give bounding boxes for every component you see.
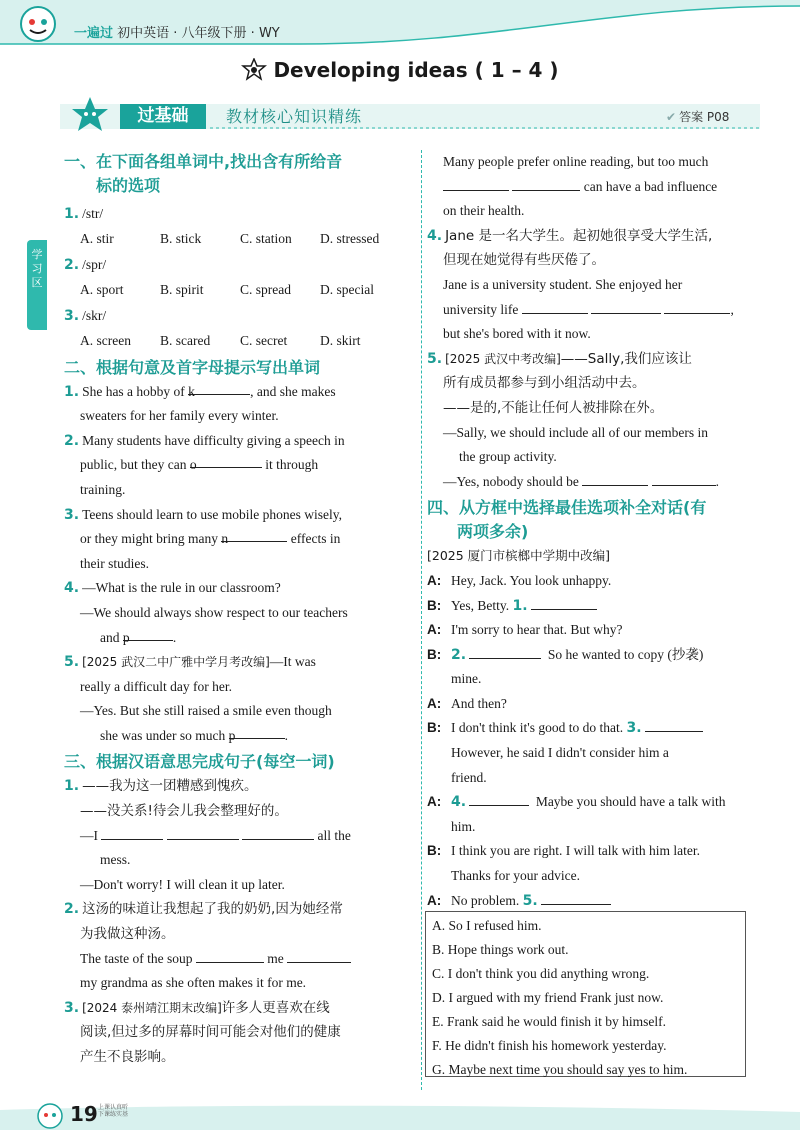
- answer-blank[interactable]: [189, 453, 262, 473]
- question-number: 5.: [427, 350, 443, 367]
- text: training.: [80, 481, 126, 497]
- option: C. station: [240, 230, 292, 246]
- speaker: A:: [427, 695, 442, 711]
- text: sweaters for her family every winter.: [80, 408, 279, 424]
- option: B. scared: [160, 332, 211, 348]
- speaker: B:: [427, 843, 442, 859]
- dialogue: [427, 569, 767, 913]
- dialogue-text: I don't think it's good to do that.: [451, 720, 627, 736]
- text: public, but they can: [80, 457, 190, 473]
- dialogue-text: No problem.: [451, 892, 523, 908]
- text: Teens should learn to use mobile phones wisely,: [82, 506, 342, 522]
- banner-title: 过基础: [120, 104, 206, 129]
- chinese-text: Jane 是一名大学生。起初她很享受大学生活,: [445, 227, 713, 244]
- s1-q1-options: [64, 227, 412, 252]
- dialogue-text: I'm sorry to hear that. But why?: [451, 622, 623, 638]
- text: and: [100, 629, 123, 645]
- dialogue-line: [427, 716, 767, 790]
- book-name: 初中英语 · 八年级下册 · WY: [117, 26, 280, 41]
- s1-q3-options: [64, 329, 412, 354]
- side-tab: [27, 240, 47, 330]
- text: She has a hobby of: [82, 383, 189, 399]
- text: she was under so much: [100, 727, 229, 743]
- chinese-text: ——没关系!待会儿我会整理好的。: [80, 803, 288, 820]
- text: Jane is a university student. She enjoyed her: [443, 276, 683, 292]
- text: all the: [317, 827, 351, 843]
- text: me: [267, 950, 284, 966]
- s1-q3: [64, 304, 412, 329]
- text: .: [172, 629, 177, 645]
- hint-letter: n: [221, 531, 229, 547]
- phonetic: /spr/: [82, 257, 107, 273]
- s3-q3-left: [64, 996, 412, 1070]
- header-book-info: [74, 22, 280, 41]
- speaker: A:: [427, 794, 442, 810]
- s2-q4: [64, 576, 412, 650]
- speaker: B:: [427, 646, 442, 662]
- option: B. stick: [160, 230, 202, 246]
- option-item: F. He didn't finish his homework yesterday.: [432, 1038, 667, 1053]
- blank-number: 5.: [522, 892, 538, 909]
- dialogue-text: him.: [451, 818, 476, 834]
- chinese-text: ——Sally,我们应该让: [560, 350, 692, 367]
- s3-q4: 4. Jane 是一名大学生。起初她很享受大学生活, 但现在她觉得有些厌倦了。 Jane is a university student. She enjoyed her university life , but she's bored with it now.: [427, 224, 767, 347]
- question-number: 2.: [64, 432, 80, 449]
- dialogue-text: However, he said I didn't consider him a: [451, 745, 669, 761]
- chinese-text: ——是的,不能让任何人被排除在外。: [443, 399, 664, 416]
- s1-q1: [64, 202, 412, 227]
- speaker: A:: [427, 622, 442, 638]
- options-box: [425, 911, 746, 1077]
- question-number: 3.: [64, 999, 80, 1016]
- blank-number: 4.: [451, 794, 467, 811]
- chinese-text: 为我做这种汤。: [80, 926, 175, 943]
- answer-blank[interactable]: [531, 595, 597, 610]
- text: —I: [80, 827, 98, 843]
- question-number: 1.: [64, 206, 80, 222]
- answer-blank[interactable]: [167, 825, 239, 840]
- text: Many people prefer online reading, but too much: [443, 154, 709, 169]
- answer-blank[interactable]: [228, 724, 285, 743]
- s3-q3-right: [427, 150, 767, 224]
- answer-blank[interactable]: [101, 825, 163, 840]
- footer-note-line: 下课练实基: [98, 1111, 129, 1118]
- s1-q2-options: [64, 278, 412, 303]
- question-number: 2.: [64, 257, 80, 274]
- section-3-heading: 三、根据汉语意思完成句子(每空一词): [64, 752, 335, 772]
- lesson-title-text: Developing ideas ( 1 – 4 ): [273, 58, 559, 82]
- text: —Sally, we should include all of our members in: [443, 424, 708, 440]
- dialogue-line: [427, 643, 767, 692]
- source-note: [2025 武汉二中广雅中学月考改编]: [82, 655, 270, 670]
- chinese-text: 阅读,但过多的屏幕时间可能会对他们的健康: [80, 1024, 341, 1041]
- answer-blank[interactable]: [122, 626, 173, 645]
- question-number: 4.: [64, 580, 80, 597]
- s3-q1: [64, 774, 412, 897]
- dialogue-line: [427, 594, 767, 619]
- s2-q5: [64, 650, 412, 748]
- source-note: [2024 泰州靖江期末改编]: [82, 1000, 222, 1015]
- text: but she's bored with it now.: [443, 326, 591, 342]
- answer-blank[interactable]: [443, 176, 509, 191]
- answer-reference-text: 答案 P08: [679, 110, 730, 124]
- lesson-badge-icon: [241, 58, 267, 82]
- section-1-heading-line2: 标的选项: [96, 176, 161, 195]
- text: —We should always show respect to our teachers: [80, 604, 348, 620]
- dialogue-text: Thanks for your advice.: [451, 868, 580, 884]
- left-column: [64, 150, 412, 1070]
- text: really a difficult day for her.: [80, 678, 232, 694]
- text: university life: [443, 301, 519, 317]
- text: —Yes, nobody should be: [443, 473, 579, 489]
- answer-blank[interactable]: [469, 644, 541, 659]
- side-tab-text: 学习区: [31, 248, 43, 289]
- question-number: 2.: [64, 901, 80, 918]
- speaker: A:: [427, 892, 442, 908]
- chinese-text: 许多人更喜欢在线: [221, 999, 330, 1016]
- question-number: 3.: [64, 308, 80, 325]
- answer-blank[interactable]: [512, 176, 580, 191]
- text: , and she makes: [250, 383, 336, 399]
- answer-blank[interactable]: [469, 791, 529, 806]
- text: can have a bad influence: [583, 178, 718, 194]
- phonetic: /skr/: [82, 308, 107, 324]
- text: —What is the rule in our classroom?: [82, 580, 281, 596]
- option: C. spread: [240, 281, 291, 297]
- question-number: 4.: [427, 227, 443, 244]
- text: the group activity.: [459, 449, 557, 465]
- speaker: B:: [427, 720, 442, 736]
- text: effects in: [287, 531, 341, 547]
- option-item: C. I don't think you did anything wrong.: [432, 966, 650, 981]
- source-note: [2025 厦门市槟榔中学期中改编]: [427, 548, 611, 564]
- question-number: 1.: [64, 383, 80, 400]
- option: B. spirit: [160, 281, 204, 297]
- dialogue-text: I think you are right. I will talk with him later.: [451, 843, 700, 859]
- hint-letter: p: [228, 727, 236, 743]
- speaker: A:: [427, 572, 442, 588]
- answer-blank[interactable]: [522, 299, 588, 314]
- text: their studies.: [80, 555, 149, 571]
- answer-blank[interactable]: [541, 890, 611, 905]
- s2-q1: [64, 380, 412, 429]
- chinese-text: ——我为这一团糟感到愧疚。: [82, 778, 258, 795]
- option: C. secret: [240, 332, 288, 348]
- text: Many students have difficulty giving a speech in: [82, 432, 345, 448]
- text: —Yes. But she still raised a smile even though: [80, 703, 332, 719]
- source-note: [2025 武汉中考改编]: [445, 351, 561, 366]
- hint-letter: k: [188, 383, 195, 399]
- option: D. stressed: [320, 230, 380, 246]
- text: —It was: [269, 654, 316, 670]
- banner-star-icon: [64, 95, 116, 137]
- dialogue-text: Hey, Jack. You look unhappy.: [451, 572, 612, 588]
- option-item: E. Frank said he would finish it by himself.: [432, 1014, 666, 1029]
- footer-note-line: 上课认真听: [98, 1104, 129, 1111]
- banner-subtitle: 教材核心知识精练: [226, 107, 363, 126]
- text: The taste of the soup: [80, 950, 193, 966]
- chinese-text: 产生不良影响。: [80, 1049, 175, 1065]
- answer-blank[interactable]: [652, 471, 716, 486]
- s1-q2: [64, 253, 412, 278]
- option-item: G. Maybe next time you should say yes to him.: [432, 1062, 688, 1077]
- s2-q3: [64, 503, 412, 577]
- answer-blank[interactable]: [196, 948, 264, 963]
- speaker: B:: [427, 597, 442, 613]
- section-1-heading: [64, 150, 412, 198]
- text: my grandma as she often makes it for me.: [80, 975, 307, 991]
- answer-blank[interactable]: [242, 825, 314, 840]
- option-item: A. So I refused him.: [432, 918, 542, 933]
- text: mess.: [100, 852, 131, 868]
- blank-number: 2.: [451, 646, 467, 663]
- dialogue-line: [427, 790, 767, 839]
- answer-blank[interactable]: [664, 299, 730, 314]
- answer-blank[interactable]: [188, 380, 250, 399]
- column-divider: [421, 150, 422, 1090]
- answer-blank[interactable]: [591, 299, 661, 314]
- option-item: B. Hope things work out.: [432, 942, 569, 957]
- dialogue-line: [427, 889, 767, 914]
- option: A. sport: [80, 281, 124, 297]
- section-2-heading: 二、根据句意及首字母提示写出单词: [64, 357, 321, 377]
- answer-blank[interactable]: [221, 527, 287, 547]
- blank-number: 3.: [626, 720, 642, 737]
- text: it through: [261, 457, 319, 473]
- question-number: 1.: [64, 778, 80, 795]
- question-number: 3.: [64, 506, 80, 523]
- section-4-heading-line2: 两项多余): [457, 522, 529, 542]
- text: on their health.: [443, 203, 525, 219]
- page-number: 19: [70, 1102, 98, 1126]
- hint-letter: o: [189, 457, 197, 473]
- s3-q2: [64, 897, 412, 995]
- dialogue-text: mine.: [451, 671, 482, 687]
- dialogue-text: Yes, Betty.: [451, 597, 513, 613]
- answer-blank[interactable]: [645, 717, 703, 732]
- dialogue-text: Maybe you should have a talk with: [535, 794, 726, 810]
- text: or they might bring many: [80, 531, 222, 547]
- option-item: D. I argued with my friend Frank just now.: [432, 990, 664, 1005]
- option: D. skirt: [320, 332, 361, 348]
- hint-letter: p: [122, 629, 130, 645]
- chinese-text: 这汤的味道让我想起了我的奶奶,因为她经常: [82, 901, 343, 918]
- option: A. screen: [80, 332, 131, 348]
- dialogue-line: [427, 692, 767, 717]
- answer-blank[interactable]: [287, 948, 351, 963]
- answer-reference: [666, 108, 729, 125]
- brand-logo-icon: [14, 2, 62, 46]
- text: .: [284, 727, 288, 743]
- section-4-heading-line1: 四、从方框中选择最佳选项补全对话(有: [427, 498, 707, 518]
- s3-q5: 5. [2025 武汉中考改编]——Sally,我们应该让 所有成员都参与到小组活动中去。 ——是的,不能让任何人被排除在外。 —Sally, we should include all of our members in the group activity. —Yes, nobody should be .: [427, 347, 767, 495]
- section-1-heading-line1: 一、在下面各组单词中,找出含有所给音: [64, 152, 343, 171]
- section-4-heading: [427, 496, 767, 544]
- option: D. special: [320, 281, 374, 297]
- right-column: [427, 150, 767, 913]
- dialogue-text: friend.: [451, 769, 487, 785]
- question-number: 5.: [64, 654, 80, 671]
- brand-name: 一遍过: [74, 26, 114, 41]
- dialogue-line: [427, 618, 767, 643]
- chinese-text: 所有成员都参与到小组活动中去。: [443, 375, 646, 392]
- dialogue-line: [427, 839, 767, 888]
- check-icon: ✔: [666, 110, 677, 124]
- s2-q2: [64, 429, 412, 503]
- dialogue-text: And then?: [451, 695, 507, 711]
- footer-note: [98, 1104, 128, 1118]
- dialogue-line: [427, 569, 767, 594]
- blank-number: 1.: [512, 597, 528, 614]
- answer-blank[interactable]: [582, 471, 648, 486]
- phonetic: /str/: [82, 206, 104, 221]
- option: A. stir: [80, 230, 114, 246]
- text: —Don't worry! I will clean it up later.: [80, 876, 285, 892]
- dialogue-text: So he wanted to copy (抄袭): [547, 646, 704, 662]
- lesson-title: [0, 58, 800, 82]
- chinese-text: 但现在她觉得有些厌倦了。: [443, 252, 605, 269]
